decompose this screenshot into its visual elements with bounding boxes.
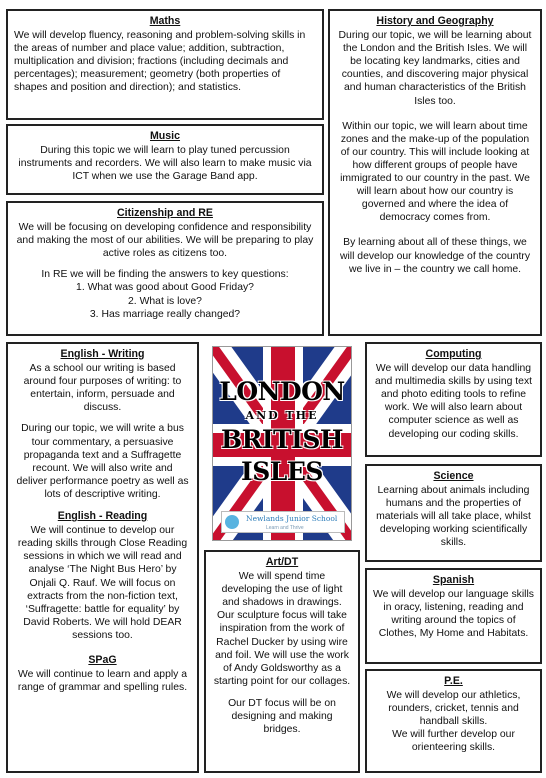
re-question: 3. Has marriage really changed? <box>89 308 241 320</box>
re-question: 1. What was good about Good Friday? <box>76 282 254 294</box>
poster-title-line3: BRITISH <box>220 425 344 454</box>
pe-title: P.E. <box>444 675 463 687</box>
computing-box <box>365 342 542 457</box>
computing-title: Computing <box>425 348 482 360</box>
citizenship-text: We will be focusing on developing confidence and responsibility and making the most of our abilities. We will be preparing to play active roles as citizens too. <box>16 222 314 260</box>
spanish-title: Spanish <box>432 574 475 586</box>
school-tagline: Learn and Thrive <box>266 525 304 531</box>
english-reading-title: English - Reading <box>57 510 148 523</box>
english-writing-p1: As a school our writing is based around four purposes of writing: to entertain, inform, persuade and discuss. <box>23 363 182 414</box>
english-reading-text: We will continue to develop our reading skills through Close Reading sessions in which we will read and analyse ‘The Night Bus Hero’ by Onjali Q. Rauf. We will focus on extracts from the non-fiction text, ‘Suffragette: battle for equality’ by David Roberts. We will hold DEAR sessions too. <box>17 525 188 641</box>
spag-text: We will continue to learn and apply a range of grammar and spelling rules. <box>17 669 188 694</box>
english-writing-title: English - Writing <box>60 348 145 360</box>
science-box <box>365 464 542 562</box>
poster-title-line4: ISLES <box>241 457 323 486</box>
pe-box <box>365 669 542 773</box>
maths-box <box>6 9 324 120</box>
music-text: During this topic we will learn to play tuned percussion instruments and recorders. We will also learn to make music via ICT when we use the Garage Band app. <box>18 145 312 183</box>
citizenship-box <box>6 201 324 336</box>
poster-title-line2: AND THE <box>245 409 319 422</box>
art-title: Art/DT <box>265 556 299 568</box>
re-intro: In RE we will be finding the answers to key questions: <box>41 269 289 281</box>
poster-title-line1: LONDON <box>219 377 345 406</box>
science-title: Science <box>433 470 474 482</box>
computing-text: We will develop our data handling and multimedia skills by using text and photo editing tools to refine work. We will also learn about computer science as well as developing our coding skills. <box>374 363 533 440</box>
history-p2: Within our topic, we will learn about time zones and the make-up of the population of our country. This will include looking at how different groups of people have immigrated to our country in the past. We will learn about how our country is governed and where the idea of democracy comes from. <box>340 120 530 224</box>
spanish-text: We will develop our language skills in oracy, listening, reading and writing around the topics of Clothes, My Home and Habitats. <box>373 589 534 640</box>
history-geography-box <box>328 9 542 336</box>
english-box <box>6 342 199 773</box>
pe-p2: We will further develop our orienteering skills. <box>392 729 515 754</box>
maths-text: We will develop fluency, reasoning and problem-solving skills in the areas of number and place value; addition, subtraction, multiplication and division; fractions (including decimals and percentages); measurement; geometry (both properties of shapes and position and direction); and statistics. <box>14 30 306 94</box>
english-writing-p2: During our topic, we will write a bus tour commentary, a persuasive propaganda text and a Suffragette recount. We will also write and deliver performance poetry as well as lots of descriptive writing. <box>16 423 189 500</box>
re-question: 2. What is love? <box>128 295 202 307</box>
topic-poster <box>212 346 352 541</box>
maths-title: Maths <box>149 15 181 27</box>
school-logo-banner <box>221 511 345 533</box>
school-name: Newlands Junior School <box>246 514 338 523</box>
history-title: History and Geography <box>376 15 494 27</box>
citizenship-title: Citizenship and RE <box>117 207 213 219</box>
art-p1: We will spend time developing the use of light and shadows in drawings. Our sculpture focus will take inspiration from the work of Rachel Ducker by using wire and foil. We will use the work of Andy Goldsworthy as a starting point for our collages. <box>213 571 351 687</box>
history-p3: By learning about all of these things, we will develop our knowledge of the country we live in – the country we call home. <box>339 237 531 275</box>
art-p2: Our DT focus will be on designing and making bridges. <box>228 697 336 736</box>
science-text: Learning about animals including humans and the properties of materials will all take place, whilst developing working scientifically skills. <box>376 485 531 549</box>
spanish-box <box>365 568 542 664</box>
art-dt-box <box>204 550 360 773</box>
spag-title: SPaG <box>88 653 117 666</box>
school-logo-icon <box>225 515 239 529</box>
history-p1: During our topic, we will be learning about the London and the British Isles. We will be locating key landmarks, cities and counties, and discovering major physical and human characteristics of the British Isles too. <box>338 30 532 107</box>
music-title: Music <box>149 130 181 142</box>
pe-p1: We will develop our athletics, rounders, cricket, tennis and handball skills. <box>386 690 521 728</box>
music-box <box>6 124 324 195</box>
